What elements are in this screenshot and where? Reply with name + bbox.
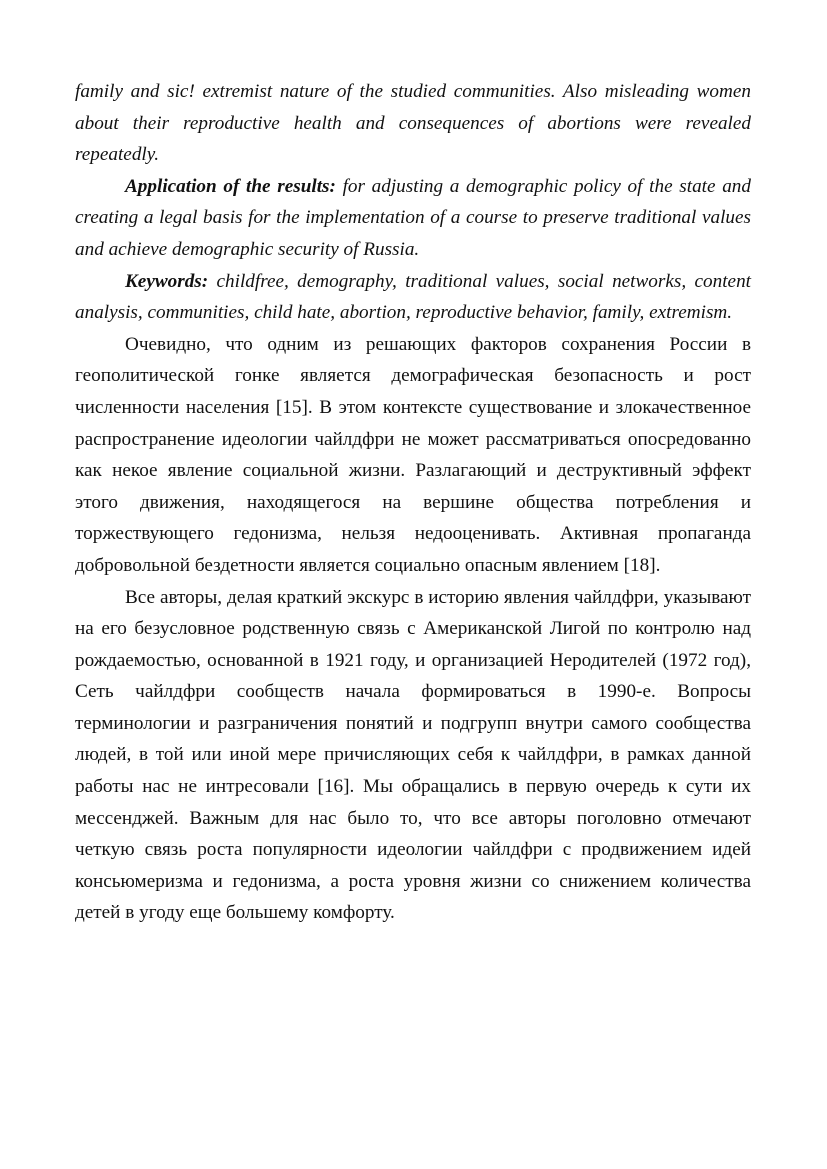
keywords-label: Keywords: — [125, 270, 209, 292]
application-of-results-text: for adjusting a demographic policy of the state and creating a legal basis for the implementation of a course to preserve traditional values and achieve demographic security of Russia. — [75, 175, 751, 260]
body-paragraph-1: Очевидно, что одним из решающих факторов сохранения России в геополитической гонке является демографическая безопасность и рост численности населения [15]. В этом контексте существование и злокачественное распространение идеологии чайлдфри не может рассматриваться опосредованно как некое явление социальной жизни. Разлагающий и деструктивный эффект этого движения, находящегося на вершине общества потребления и торжествующего гедонизма, нельзя недооценивать. Активная пропаганда добровольной бездетности является социально опасным явлением [18]. — [75, 333, 751, 576]
body-paragraph-2: Все авторы, делая краткий экскурс в историю явления чайлдфри, указывают на его безусловное родственную связь с Американской Лигой по контролю над рождаемостью, основанной в 1921 году, и организацией Неродителей (1972 год), Сеть чайлдфри сообществ начала формироваться в 1990-е. Вопросы терминологии и разграничения понятий и подгрупп внутри самого сообщества людей, в той или иной мере причисляющих себя к чайлдфри, в рамках данной работы нас не интресовали [16]. Мы обращались в первую очередь к сути их мессенджей. Важным для нас было то, что все авторы поголовно отмечают четкую связь роста популярности идеологии чайлдфри с продвижением идей консьюмеризма и гедонизма, а роста уровня жизни со снижением количества детей в угоду еще большему комфорту. — [75, 586, 751, 924]
keywords-paragraph — [75, 266, 751, 329]
abstract-continuation-paragraph: family and sic! extremist nature of the studied communities. Also misleading women about their reproductive health and consequences of abortions were revealed repeatedly. — [75, 81, 751, 166]
text-column — [75, 76, 751, 929]
application-of-results-label: Application of the results: — [125, 175, 336, 197]
application-of-results-paragraph — [75, 171, 751, 266]
keywords-text: childfree, demography, traditional values, social networks, content analysis, communities, child hate, abortion, reproductive behavior, family, extremism. — [75, 270, 751, 324]
